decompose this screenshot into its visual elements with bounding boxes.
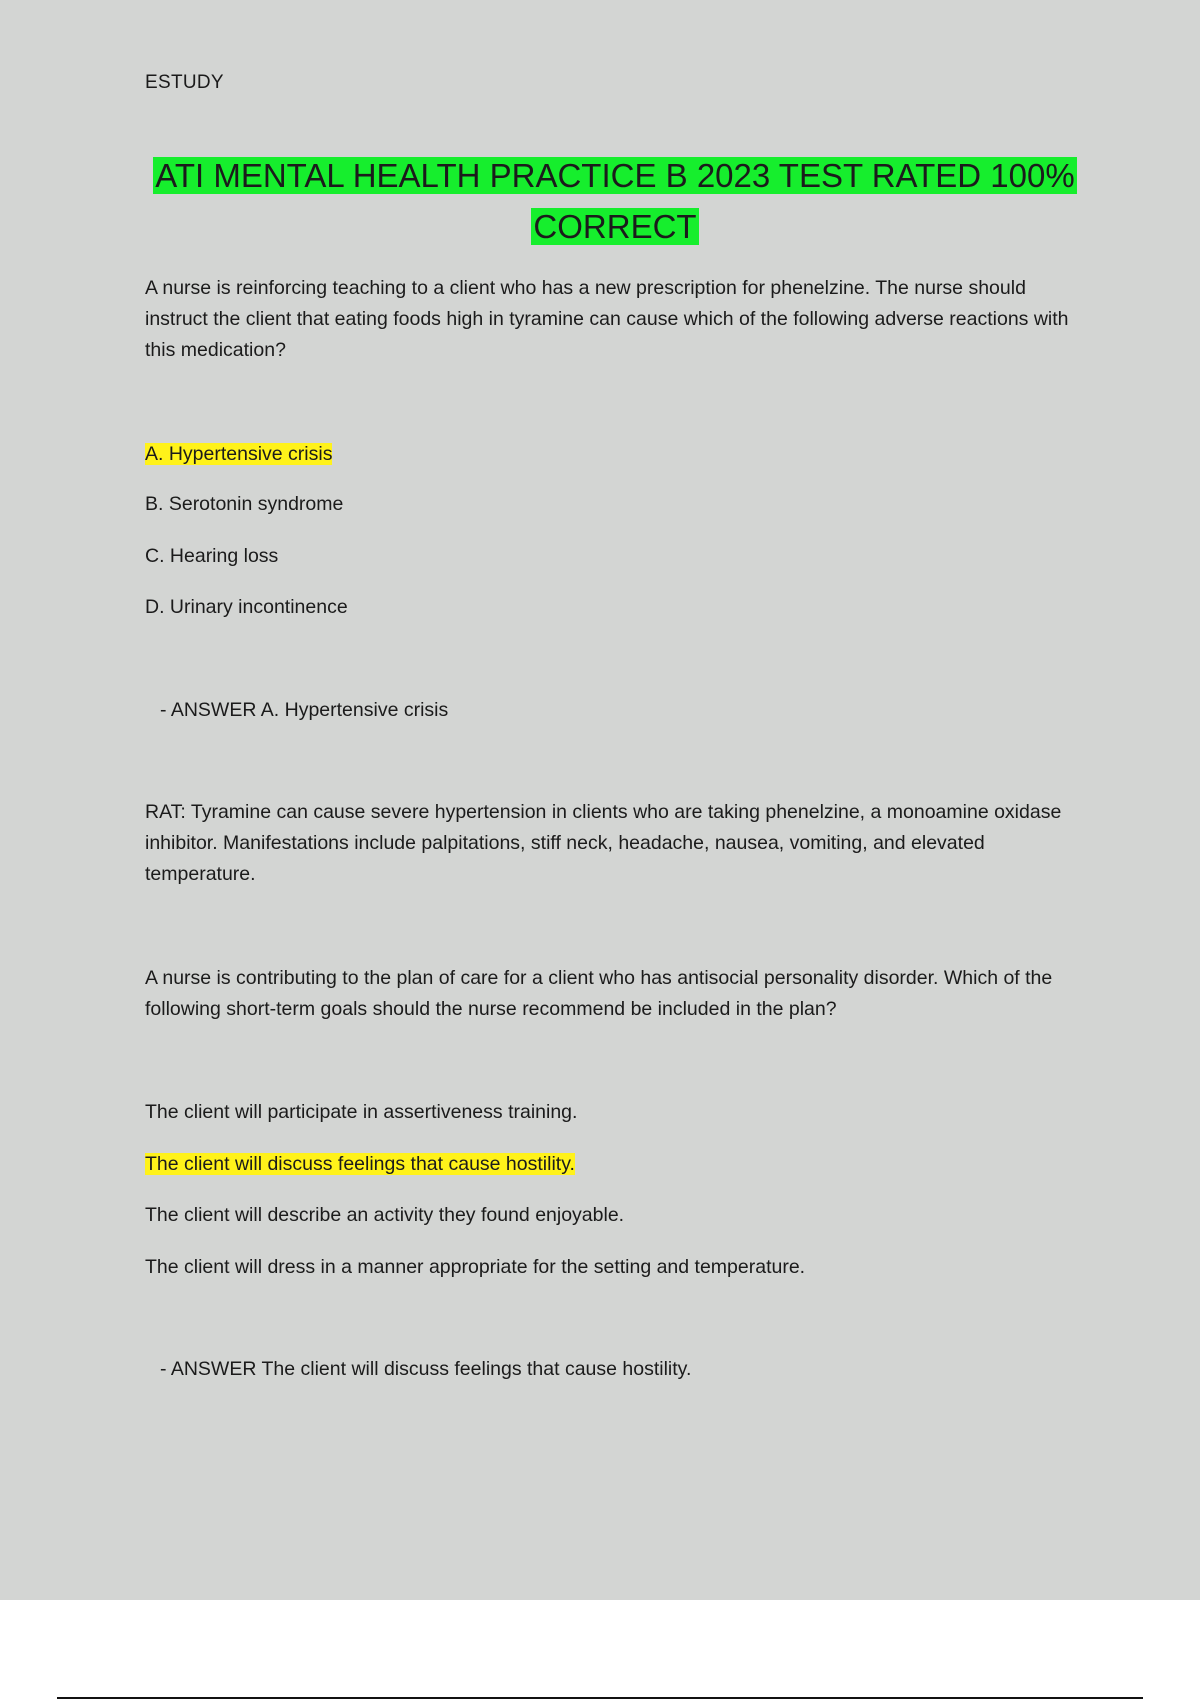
question-2-stem: A nurse is contributing to the plan of care for a client who has antisocial personality disorder. Which of the following short-term goals should the nurse recommend be included in the plan? [145,967,1053,1020]
option-text: C. Hearing loss [145,545,279,567]
question-1-answer: - ANSWER A. Hypertensive crisis [160,699,449,721]
option-text: A. Hypertensive crisis [145,443,333,465]
question-2-option-1 [145,1098,577,1126]
question-1-option-d [145,593,348,621]
option-text: D. Urinary incontinence [145,596,348,618]
option-text: The client will discuss feelings that cause hostility. [145,1153,575,1175]
option-text: The client will dress in a manner appropriate for the setting and temperature. [145,1256,806,1278]
question-2-answer: - ANSWER The client will discuss feelings that cause hostility. [160,1358,692,1380]
option-text: The client will describe an activity they found enjoyable. [145,1204,625,1226]
document-title [145,150,1085,252]
question-2-option-3 [145,1201,624,1229]
option-text: The client will participate in assertiveness training. [145,1101,578,1123]
footer-divider [57,1697,1143,1699]
option-text: B. Serotonin syndrome [145,493,344,515]
question-2-option-4 [145,1253,805,1281]
question-1-stem: A nurse is reinforcing teaching to a client who has a new prescription for phenelzine. The nurse should instruct the client that eating foods high in tyramine can cause which of the following adverse reactions with this medication? [145,277,1069,361]
header-label: ESTUDY [145,72,224,93]
question-1-rationale: RAT: Tyramine can cause severe hypertension in clients who are taking phenelzine, a monoamine oxidase inhibitor. Manifestations include palpitations, stiff neck, headache, nausea, vomiting, and elevated temperature. [145,801,1062,885]
question-1-option-b [145,490,343,518]
title-text: ATI MENTAL HEALTH PRACTICE B 2023 TEST RATED 100% CORRECT [155,157,1075,245]
question-1-option-a [145,440,332,468]
question-2-option-2 [145,1150,575,1178]
question-1-option-c [145,542,278,570]
